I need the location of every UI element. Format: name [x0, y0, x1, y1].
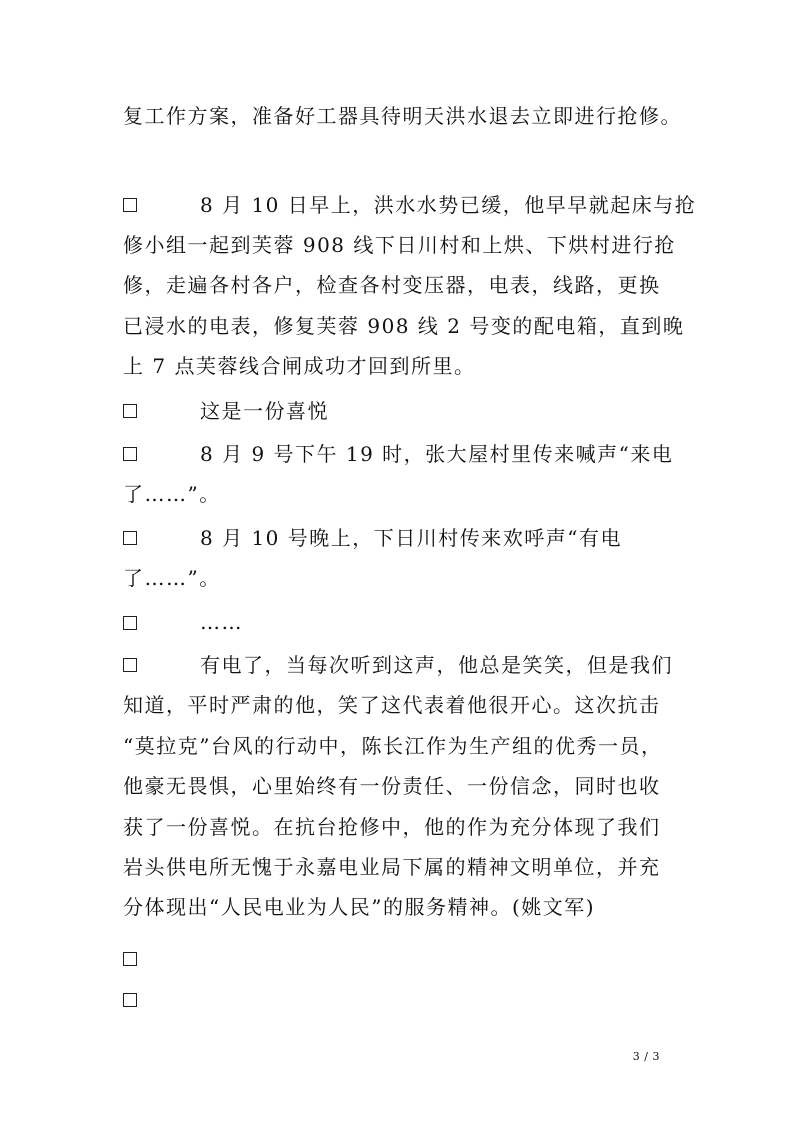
- checkbox-icon: [123, 952, 137, 966]
- paragraph-6-line-5: 岩头供电所无愧于永嘉电业局下属的精神文明单位，并充: [123, 855, 661, 879]
- paragraph-6-line-6: 分体现出“人民电业为人民”的服务精神。(姚文军): [123, 895, 596, 919]
- paragraph-1-line-1: 修小组一起到芙蓉 908 线下日川村和上烘、下烘村进行抢: [123, 233, 676, 257]
- paragraph-3-line-1: 了……”。: [123, 482, 221, 506]
- paragraph-6-line-3: 他豪无畏惧，心里始终有一份责任、一份信念，同时也收: [123, 774, 661, 798]
- paragraph-6-line-0: 有电了，当每次听到这声，他总是笑笑，但是我们: [200, 653, 673, 677]
- page-number: 3 / 3: [632, 1050, 660, 1063]
- paragraph-1-line-3: 已浸水的电表，修复芙蓉 908 线 2 号变的配电箱，直到晚: [123, 314, 685, 338]
- checkbox-icon: [123, 198, 137, 212]
- checkbox-icon: [123, 993, 137, 1007]
- paragraph-5-line-0: ……: [200, 610, 243, 634]
- paragraph-1-line-0: 8 月 10 日早上，洪水水势已缓，他早早就起床与抢: [200, 193, 697, 217]
- checkbox-icon: [123, 616, 137, 630]
- checkbox-icon: [123, 531, 137, 545]
- checkbox-icon: [123, 447, 137, 461]
- paragraph-1-line-4: 上 7 点芙蓉线合闸成功才回到所里。: [123, 354, 476, 378]
- paragraph-4-line-0: 8 月 10 号晚上，下日川村传来欢呼声“有电: [200, 526, 622, 550]
- checkbox-icon: [123, 404, 137, 418]
- paragraph-1-line-2: 修，走遍各村各户，检查各村变压器，电表，线路，更换: [123, 273, 661, 297]
- paragraph-6-line-1: 知道，平时严肃的他，笑了这代表着他很开心。这次抗击: [123, 693, 661, 717]
- paragraph-4-line-1: 了……”。: [123, 566, 221, 590]
- paragraph-6-line-2: “莫拉克”台风的行动中，陈长江作为生产组的优秀一员，: [123, 734, 663, 758]
- paragraph-0-line-0: 复工作方案，准备好工器具待明天洪水退去立即进行抢修。: [123, 104, 682, 128]
- paragraph-2-line-0: 这是一份喜悦: [200, 399, 329, 423]
- checkbox-icon: [123, 658, 137, 672]
- paragraph-6-line-4: 获了一份喜悦。在抗台抢修中，他的作为充分体现了我们: [123, 815, 661, 839]
- paragraph-3-line-0: 8 月 9 号下午 19 时，张大屋村里传来喊声“来电: [200, 442, 674, 466]
